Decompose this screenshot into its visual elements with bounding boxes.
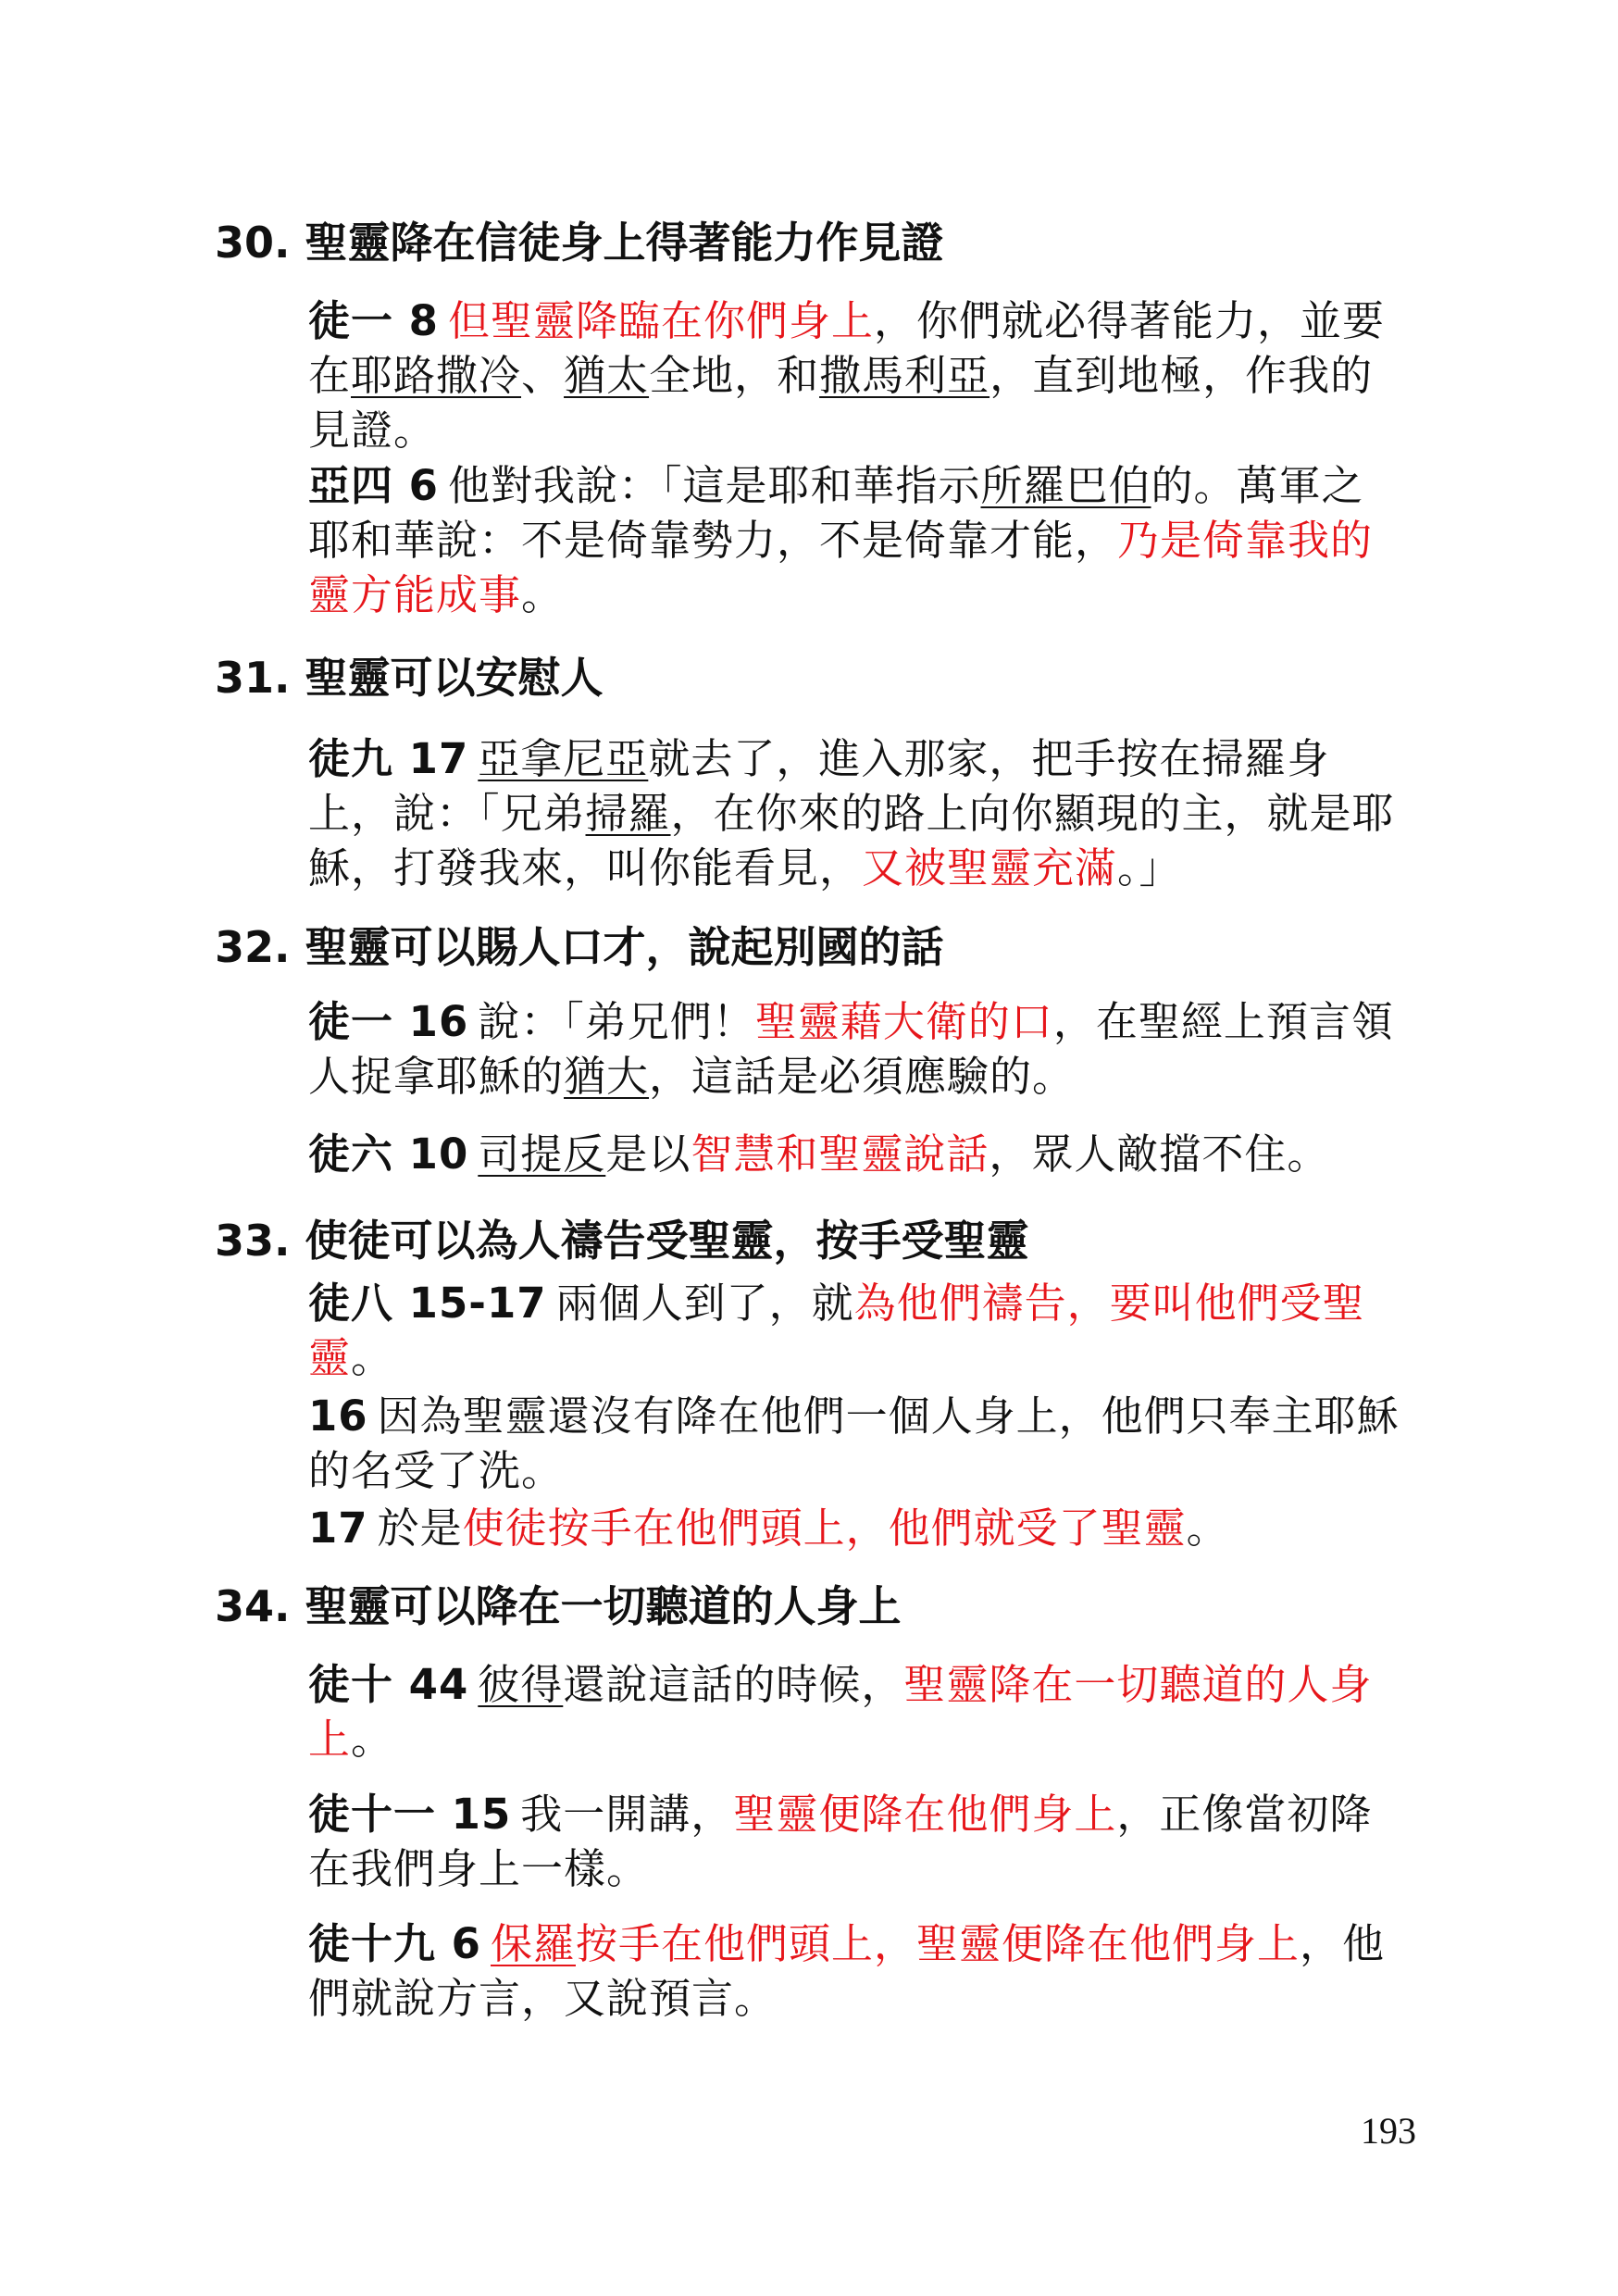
highlighted-text: 但聖靈降臨在你們身上 — [447, 296, 874, 345]
section-heading: 30. 聖靈降在信徒身上得著能力作見證 — [215, 218, 944, 268]
section-heading: 33. 使徒可以為人禱告受聖靈，按手受聖靈 — [215, 1216, 1029, 1266]
verse-text: 是以 — [605, 1129, 691, 1179]
proper-name: 猶大 — [564, 1052, 650, 1101]
verse-reference: 徒一 16 — [308, 997, 469, 1046]
verse-text: ，這話是必須應驗的。 — [649, 1052, 1076, 1101]
verse-text: 說：「弟兄們！ — [478, 997, 755, 1046]
proper-name: 猶太 — [564, 351, 650, 400]
verse-reference: 徒六 10 — [308, 1129, 469, 1179]
verse — [308, 458, 1400, 622]
highlighted-text: 又被聖靈充滿 — [862, 843, 1118, 892]
verse — [308, 731, 1400, 895]
verse-text: 因為聖靈還沒有降在他們一個人身上，他們只奉主耶穌的名受了洗。 — [308, 1391, 1400, 1495]
verse-reference: 徒十 44 — [308, 1660, 469, 1709]
verse — [308, 1501, 1400, 1555]
verse-text: 。 — [521, 570, 565, 619]
highlighted-text: 聖靈降在一切聽道的人身上 — [308, 1660, 1373, 1764]
highlighted-text: 智慧和聖靈說話 — [691, 1129, 989, 1179]
verse-reference: 徒一 8 — [308, 296, 439, 345]
verse-text: 他對我說：「這是耶和華指示 — [447, 461, 981, 510]
verse-text: ，在聖經上預言領人捉拿耶穌的 — [308, 997, 1394, 1101]
verse-reference: 16 — [308, 1391, 368, 1441]
verse — [308, 1657, 1400, 1766]
verse — [308, 1127, 1400, 1181]
section-heading: 32. 聖靈可以賜人口才，說起別國的話 — [215, 922, 944, 972]
proper-name: 彼得 — [478, 1660, 564, 1709]
verse-text: 我一開講， — [520, 1790, 734, 1839]
verse-text: 。 — [1186, 1504, 1229, 1553]
verse-text: 就去了，進入那家，把手按在掃羅身上，說：「兄弟 — [308, 734, 1330, 838]
verse — [308, 1276, 1400, 1385]
verse-reference: 徒十九 6 — [308, 1919, 481, 1968]
highlighted-text: 乃是倚靠我的靈方能成事 — [308, 516, 1374, 619]
highlighted-text: 按手在他們頭上，聖靈便降在他們身上 — [576, 1919, 1301, 1968]
verse-text: 。」 — [1117, 843, 1182, 892]
proper-name: 司提反 — [478, 1129, 606, 1179]
verse-text: 。 — [351, 1715, 394, 1764]
verse — [308, 1787, 1400, 1896]
section-heading: 31. 聖靈可以安慰人 — [215, 653, 604, 703]
highlighted-text: 聖靈藉大衛的口 — [754, 997, 1053, 1046]
verse-text: 還說這話的時候， — [563, 1660, 904, 1709]
proper-name: 耶路撒冷 — [351, 351, 522, 400]
highlighted-text: 保羅 — [490, 1919, 576, 1968]
verse-text: ，直到地極，作我的見證。 — [308, 351, 1374, 455]
verse — [308, 994, 1400, 1104]
verse-text: 、 — [521, 351, 565, 400]
highlighted-text: 使徒按手在他們頭上，他們就受了聖靈 — [462, 1504, 1187, 1553]
verse-reference: 徒九 17 — [308, 734, 469, 783]
verse-text: 兩個人到了，就 — [555, 1279, 854, 1328]
verse-text: ，正像當初降在我們身上一樣。 — [308, 1790, 1373, 1893]
verse-text: ，他們就說方言，又說預言。 — [308, 1919, 1386, 2023]
verse-text: 。 — [351, 1333, 394, 1382]
verse-text: ，在你來的路上向你顯現的主，就是耶穌，打發我來，叫你能看見， — [308, 789, 1395, 892]
verse-text: 全地，和 — [649, 351, 820, 400]
proper-name: 撒馬利亞 — [819, 351, 990, 400]
highlighted-text: 聖靈便降在他們身上 — [733, 1790, 1117, 1839]
page-number: 193 — [1361, 2110, 1416, 2152]
verse — [308, 293, 1400, 457]
proper-name: 所羅巴伯 — [980, 461, 1151, 510]
section-heading: 34. 聖靈可以降在一切聽道的人身上 — [215, 1581, 902, 1631]
verse-text: 於是 — [377, 1504, 463, 1553]
verse-reference: 17 — [308, 1504, 368, 1553]
verse-reference: 亞四 6 — [308, 461, 439, 510]
verse-reference: 徒八 15-17 — [308, 1279, 547, 1328]
highlighted-text: 為他們禱告，要叫他們受聖靈 — [308, 1279, 1365, 1382]
verse — [308, 1916, 1400, 2026]
verse-text: ，你們就必得著能力，並要在 — [308, 296, 1386, 400]
proper-name: 掃羅 — [585, 789, 671, 838]
verse-text: ，眾人敵擋不住。 — [989, 1129, 1330, 1179]
verse — [308, 1389, 1400, 1498]
verse-reference: 徒十一 15 — [308, 1790, 512, 1839]
proper-name: 亞拿尼亞 — [478, 734, 649, 783]
verse-text: 的。萬軍之耶和華說：不是倚靠勢力，不是倚靠才能， — [308, 461, 1364, 565]
